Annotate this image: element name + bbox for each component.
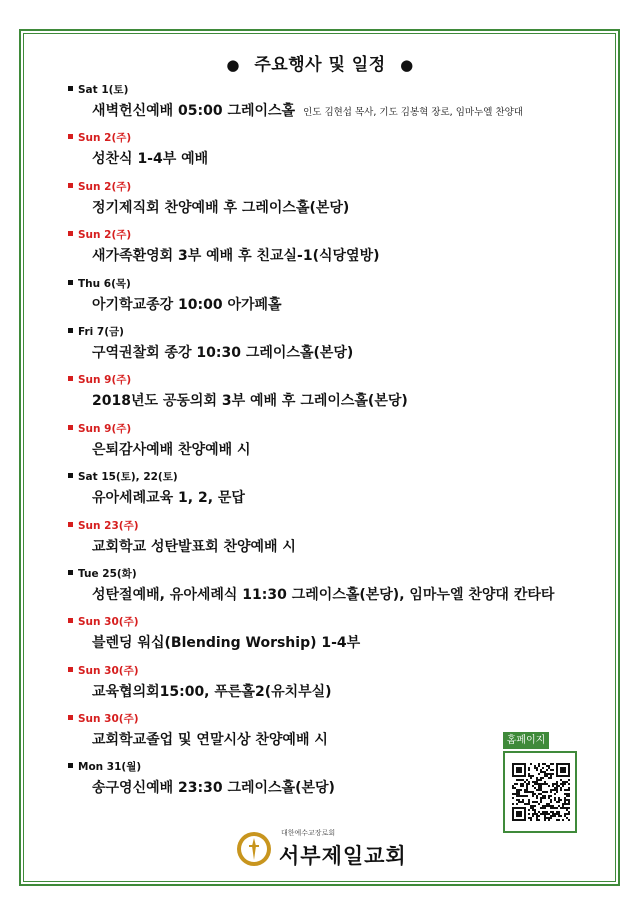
qr-label: 홈페이지 [503,732,549,749]
square-bullet-icon [68,473,73,478]
event-date [68,663,139,678]
event-date [68,324,124,339]
event-text: 정기제직회 찬양예배 후 그레이스홀(본당) [92,199,350,216]
event-date-text: Sun 30(주) [78,616,139,629]
event-date [68,372,131,387]
square-bullet-icon [68,183,73,188]
event-text: 유아세례교육 1, 2, 문답 [92,490,245,507]
square-bullet-icon [68,425,73,430]
event-text: 성찬식 1-4부 예배 [92,151,209,168]
event-description [92,245,380,265]
event-date-text: Sun 9(주) [78,422,132,435]
title-text: 주요행사 및 일정 [254,55,386,75]
church-logo [235,824,415,872]
event-date-text: Sat 1(토) [78,84,129,96]
event-item [68,467,613,515]
event-date [68,227,131,242]
logo-subtitle: 대한예수교장로회 [281,829,336,837]
page-title [0,50,640,75]
square-bullet-icon [68,134,73,139]
event-item [68,225,613,273]
event-date [68,421,131,436]
event-date [68,179,131,194]
event-description [92,536,296,556]
event-text: 성탄절예배, 유아세례식 11:30 그레이스홀(본당), 임마누엘 찬양대 칸타타 [92,586,555,603]
event-description [92,439,251,459]
event-item [68,419,613,467]
event-description [92,729,328,749]
event-date-text: Tue 25(화) [78,567,137,580]
event-date [68,759,141,774]
event-list [68,80,613,806]
homepage-qr [503,732,579,836]
event-date-text: Sun 30(주) [78,713,139,726]
event-date [68,566,137,581]
event-date-text: Sun 2(주) [78,132,132,145]
event-date-text: Sun 30(주) [78,664,139,677]
title-bullet-left-icon: ● [226,56,240,74]
square-bullet-icon [68,231,73,236]
event-item [68,177,613,225]
event-date [68,518,139,533]
event-text: 은퇴감사예배 찬양예배 시 [92,441,251,458]
event-text: 2018년도 공동의회 3부 예배 후 그레이스홀(본당) [92,393,408,410]
event-date-text: Mon 31(월) [78,761,142,774]
event-text: 블렌딩 워십(Blending Worship) 1-4부 [92,635,361,652]
event-date-text: Thu 6(목) [78,277,131,290]
event-item [68,322,613,370]
event-text: 송구영신예배 23:30 그레이스홀(본당) [92,780,335,797]
qr-code-icon [512,763,570,821]
event-item [68,612,613,660]
square-bullet-icon [68,715,73,720]
event-text: 구역권찰회 종강 10:30 그레이스홀(본당) [92,344,354,361]
event-description [92,100,523,120]
event-text: 새가족환영회 3부 예배 후 친교실-1(식당옆방) [92,248,380,265]
title-bullet-right-icon: ● [400,56,414,74]
event-description [92,777,335,797]
event-item [68,516,613,564]
square-bullet-icon [68,328,73,333]
event-text: 교회학교 성탄발표회 찬양예배 시 [92,538,296,555]
event-item [68,274,613,322]
event-text: 아기학교종강 10:00 아가페홀 [92,296,282,313]
event-item [68,564,613,612]
square-bullet-icon [68,667,73,672]
event-date [68,711,139,726]
square-bullet-icon [68,618,73,623]
event-description [92,197,349,217]
square-bullet-icon [68,570,73,575]
event-description [92,148,208,168]
event-description [92,390,408,410]
event-item [68,370,613,418]
event-date-text: Sun 2(주) [78,229,132,242]
event-date-text: Sun 9(주) [78,374,132,387]
event-item [68,80,613,128]
event-date-text: Sat 15(토), 22(토) [78,471,178,484]
event-date [68,130,131,145]
square-bullet-icon [68,763,73,768]
event-text: 새벽헌신예배 05:00 그레이스홀 [92,103,296,119]
event-description [92,342,353,362]
event-note: 인도 김현섭 목사, 기도 김봉혁 장로, 임마누엘 찬양대 [303,107,523,118]
church-emblem-icon [235,830,273,868]
event-date [68,82,128,97]
event-date-text: Sun 23(주) [78,519,139,532]
event-date [68,276,131,291]
square-bullet-icon [68,522,73,527]
event-description [92,681,332,701]
square-bullet-icon [68,280,73,285]
event-date-text: Sun 2(주) [78,180,132,193]
event-date [68,614,139,629]
qr-code-frame [503,751,577,833]
event-item [68,661,613,709]
event-date-text: Fri 7(금) [78,325,124,338]
event-item [68,128,613,176]
square-bullet-icon [68,86,73,91]
event-description [92,584,554,604]
event-description [92,632,360,652]
event-text: 교육협의회15:00, 푸른홀2(유치부실) [92,683,332,700]
logo-name: 서부제일교회 [279,844,407,868]
square-bullet-icon [68,376,73,381]
event-description [92,294,282,314]
event-description [92,487,245,507]
event-text: 교회학교졸업 및 연말시상 찬양예배 시 [92,732,328,749]
event-date [68,469,178,484]
